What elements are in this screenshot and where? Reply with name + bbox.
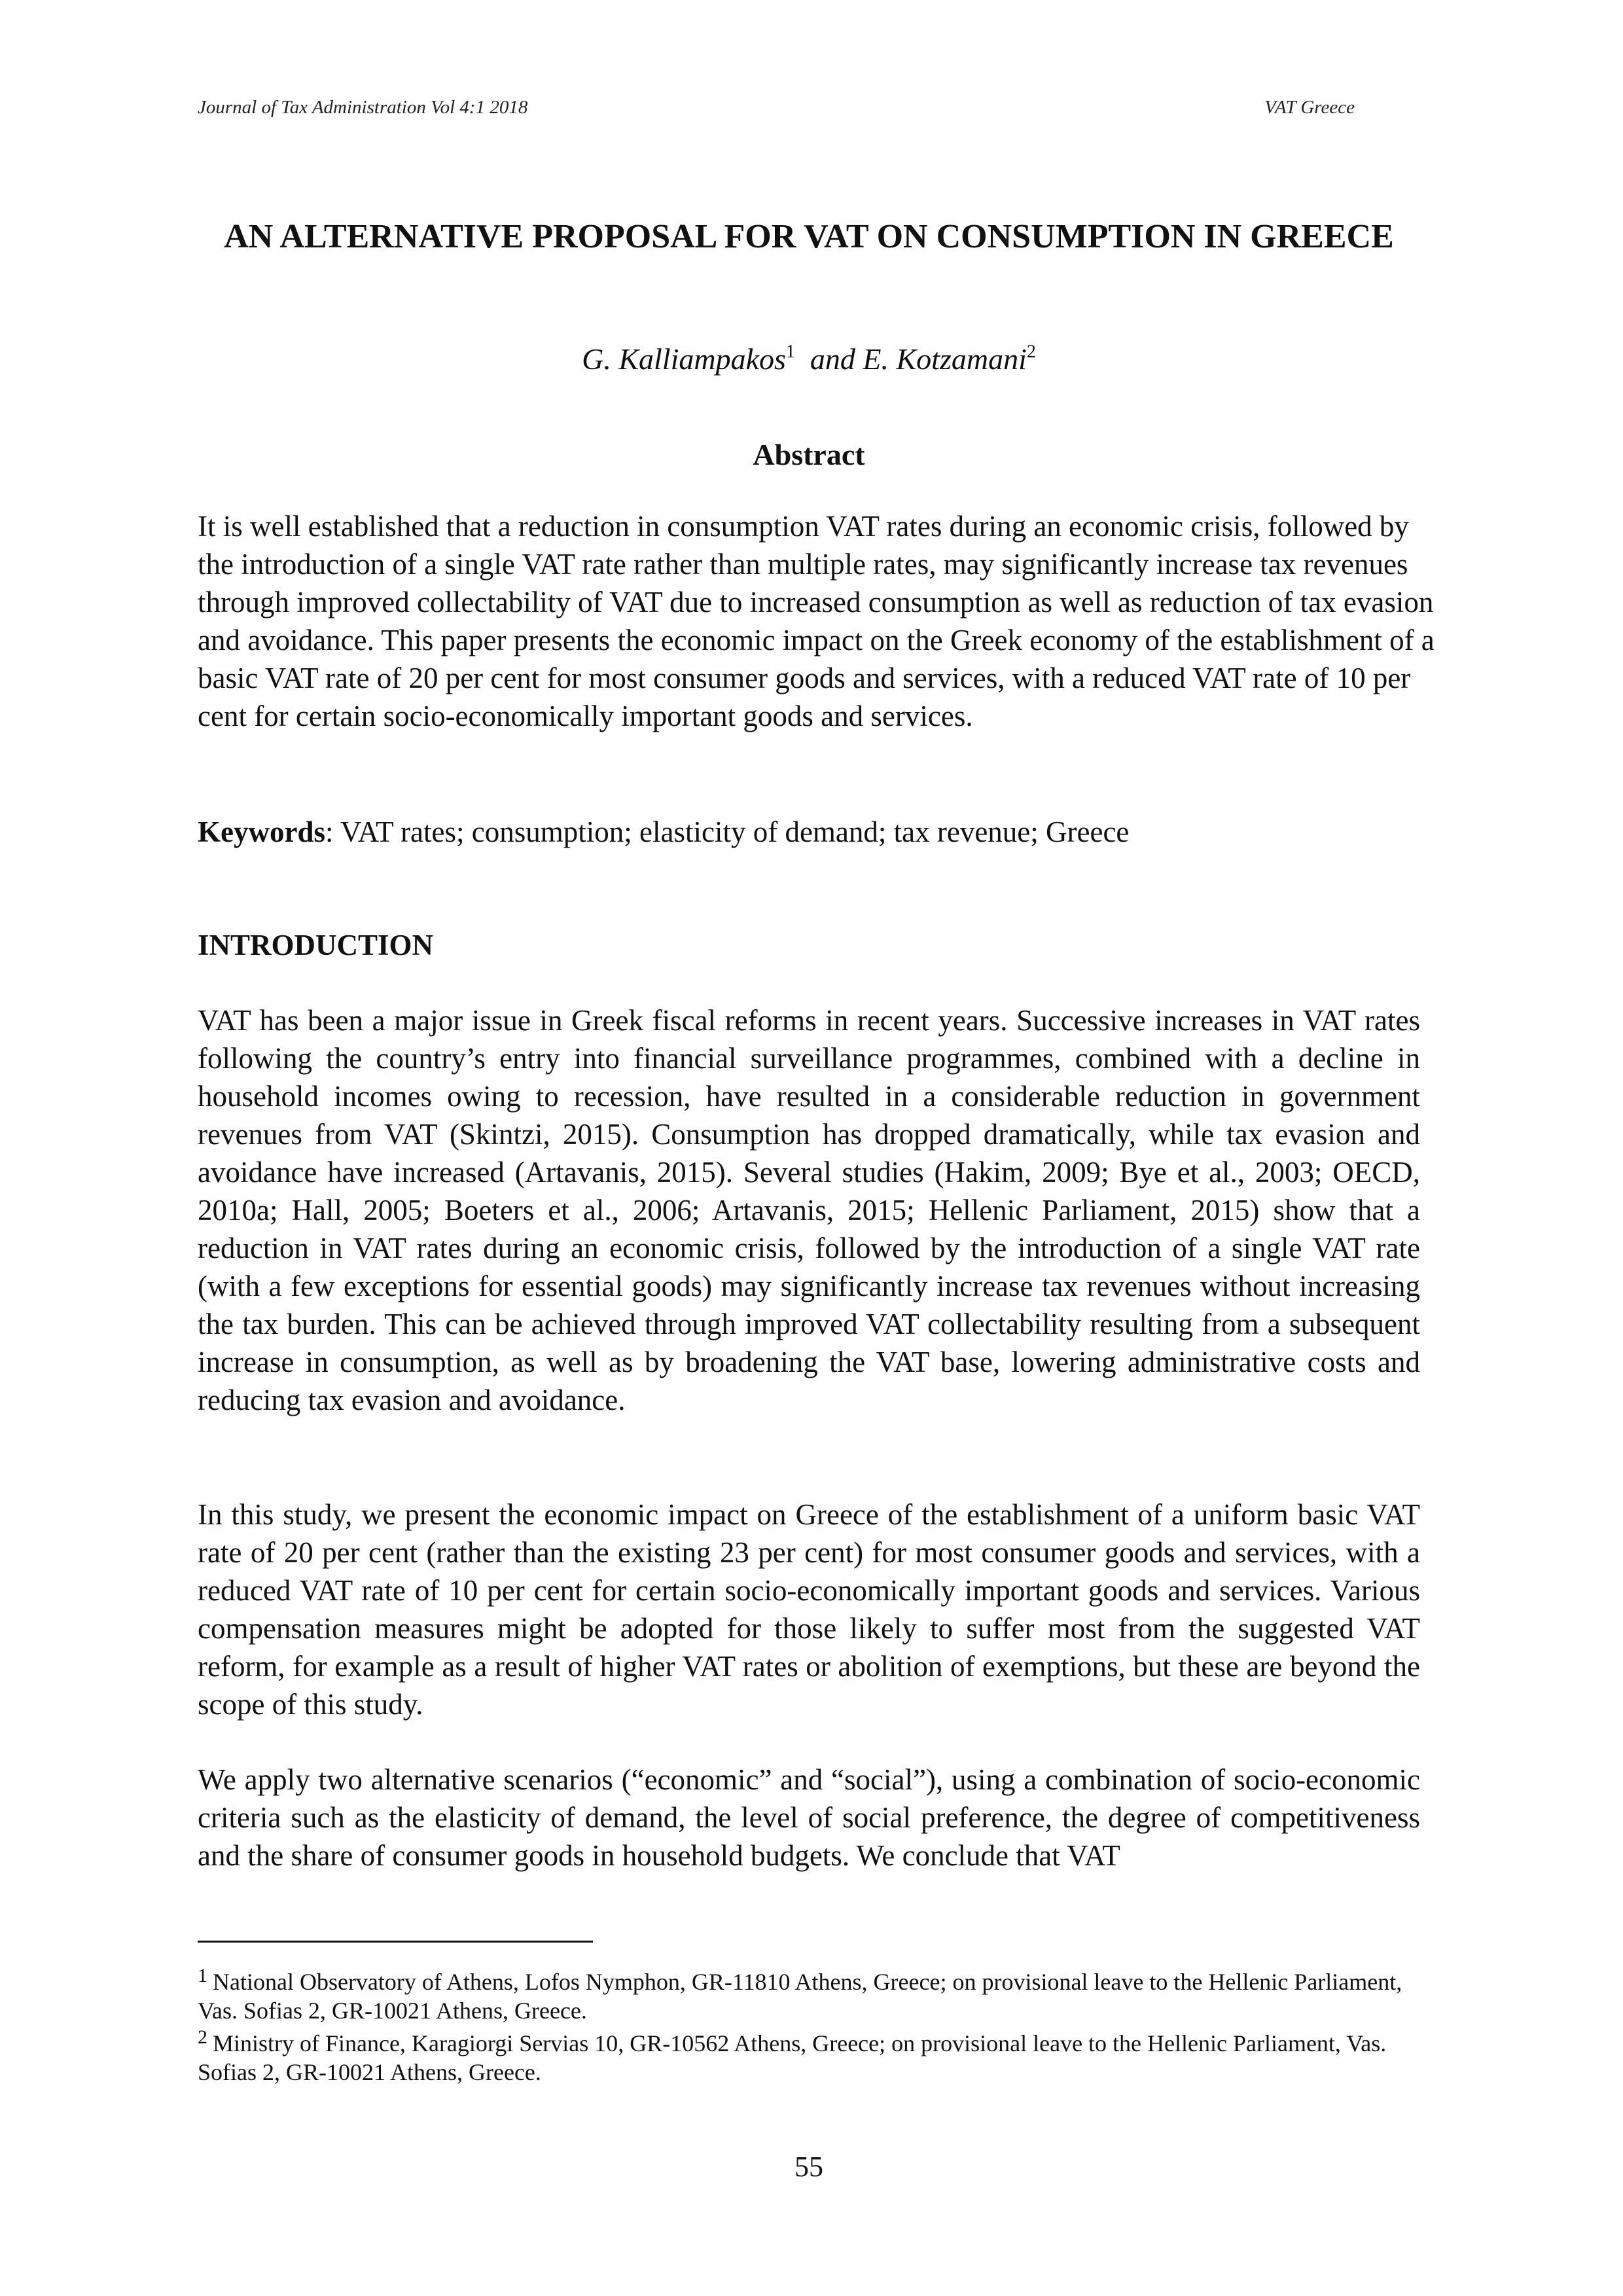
footnote-2-text: Ministry of Finance, Karagiorgi Servias 10, GR-10562 Athens, Greece; on provisional leave to the Hellenic Parliament, Vas. Sofias 2, GR-10021 Athens, Greece. xyxy=(198,2030,1387,2085)
section-heading-introduction: INTRODUCTION xyxy=(198,929,434,961)
running-short-title: VAT Greece xyxy=(1264,97,1355,118)
footnote-divider xyxy=(198,1941,593,1943)
running-header xyxy=(198,97,1355,118)
author-line xyxy=(198,342,1420,376)
keywords xyxy=(198,813,1441,851)
author-first: G. Kalliampakos xyxy=(582,342,786,376)
paper-title: AN ALTERNATIVE PROPOSAL FOR VAT ON CONSUMPTION IN GREECE xyxy=(224,218,1394,255)
keywords-text: : VAT rates; consumption; elasticity of demand; tax revenue; Greece xyxy=(325,816,1130,848)
footnote-2 xyxy=(198,2026,1441,2087)
footnote-1-text: National Observatory of Athens, Lofos Nymphon, GR-11810 Athens, Greece; on provisional leave to the Hellenic Parliament, Vas. Sofias 2, GR-10021 Athens, Greece. xyxy=(198,1969,1402,2024)
author-connector: and xyxy=(810,342,855,376)
page-number: 55 xyxy=(794,2151,823,2183)
footnote-1 xyxy=(198,1967,1441,2025)
keywords-label: Keywords xyxy=(198,816,325,848)
body-paragraph: We apply two alternative scenarios (“economic” and “social”), using a combination of socio-economic criteria such as the elasticity of demand, the level of social preference, the degree of competitiveness and the share of consumer goods in household budgets. We conclude that VAT xyxy=(198,1763,1420,1872)
author-second-footnote-mark[interactable]: 2 xyxy=(1026,342,1036,362)
journal-name: Journal of Tax Administration Vol 4:1 2018 xyxy=(198,97,528,118)
author-first-footnote-mark[interactable]: 1 xyxy=(785,342,795,362)
abstract-body: It is well established that a reduction in consumption VAT rates during an economic crisis, followed by the introduction of a single VAT rate rather than multiple rates, may significantly increase tax revenues through improved collectability of VAT due to increased consumption as well as reduction of tax evasion and avoidance. This paper presents the economic impact on the Greek economy of the establishment of a basic VAT rate of 20 per cent for most consumer goods and services, with a reduced VAT rate of 10 per cent for certain socio-economically important goods and services. xyxy=(198,510,1435,732)
footnote-2-mark: 2 xyxy=(198,2026,207,2048)
author-second: E. Kotzamani xyxy=(863,342,1027,376)
body-paragraph: VAT has been a major issue in Greek fiscal reforms in recent years. Successive increases in VAT rates following the country’s entry into financial surveillance programmes, combined with a decline in household incomes owing to recession, have resulted in a considerable reduction in government revenues from VAT (Skintzi, 2015). Consumption has dropped dramatically, while tax evasion and avoidance have increased (Artavanis, 2015). Several studies (Hakim, 2009; Bye et al., 2003; OECD, 2010a; Hall, 2005; Boeters et al., 2006; Artavanis, 2015; Hellenic Parliament, 2015) show that a reduction in VAT rates during an economic crisis, followed by the introduction of a single VAT rate (with a few exceptions for essential goods) may significantly increase tax revenues without increasing the tax burden. This can be achieved through improved VAT collectability resulting from a subsequent increase in consumption, as well as by broadening the VAT base, lowering administrative costs and reducing tax evasion and avoidance. xyxy=(198,1004,1420,1416)
abstract-heading: Abstract xyxy=(753,438,865,471)
footnote-1-mark: 1 xyxy=(198,1965,207,1986)
footnotes xyxy=(198,1967,1441,2090)
body-paragraph: In this study, we present the economic impact on Greece of the establishment of a uniform basic VAT rate of 20 per cent (rather than the existing 23 per cent) for most consumer goods and services, with a reduced VAT rate of 10 per cent for certain socio-economically important goods and services. Various compensation measures might be adopted for those likely to suffer most from the suggested VAT reform, for example as a result of higher VAT rates or abolition of exemptions, but these are beyond the scope of this study. xyxy=(198,1498,1420,1721)
